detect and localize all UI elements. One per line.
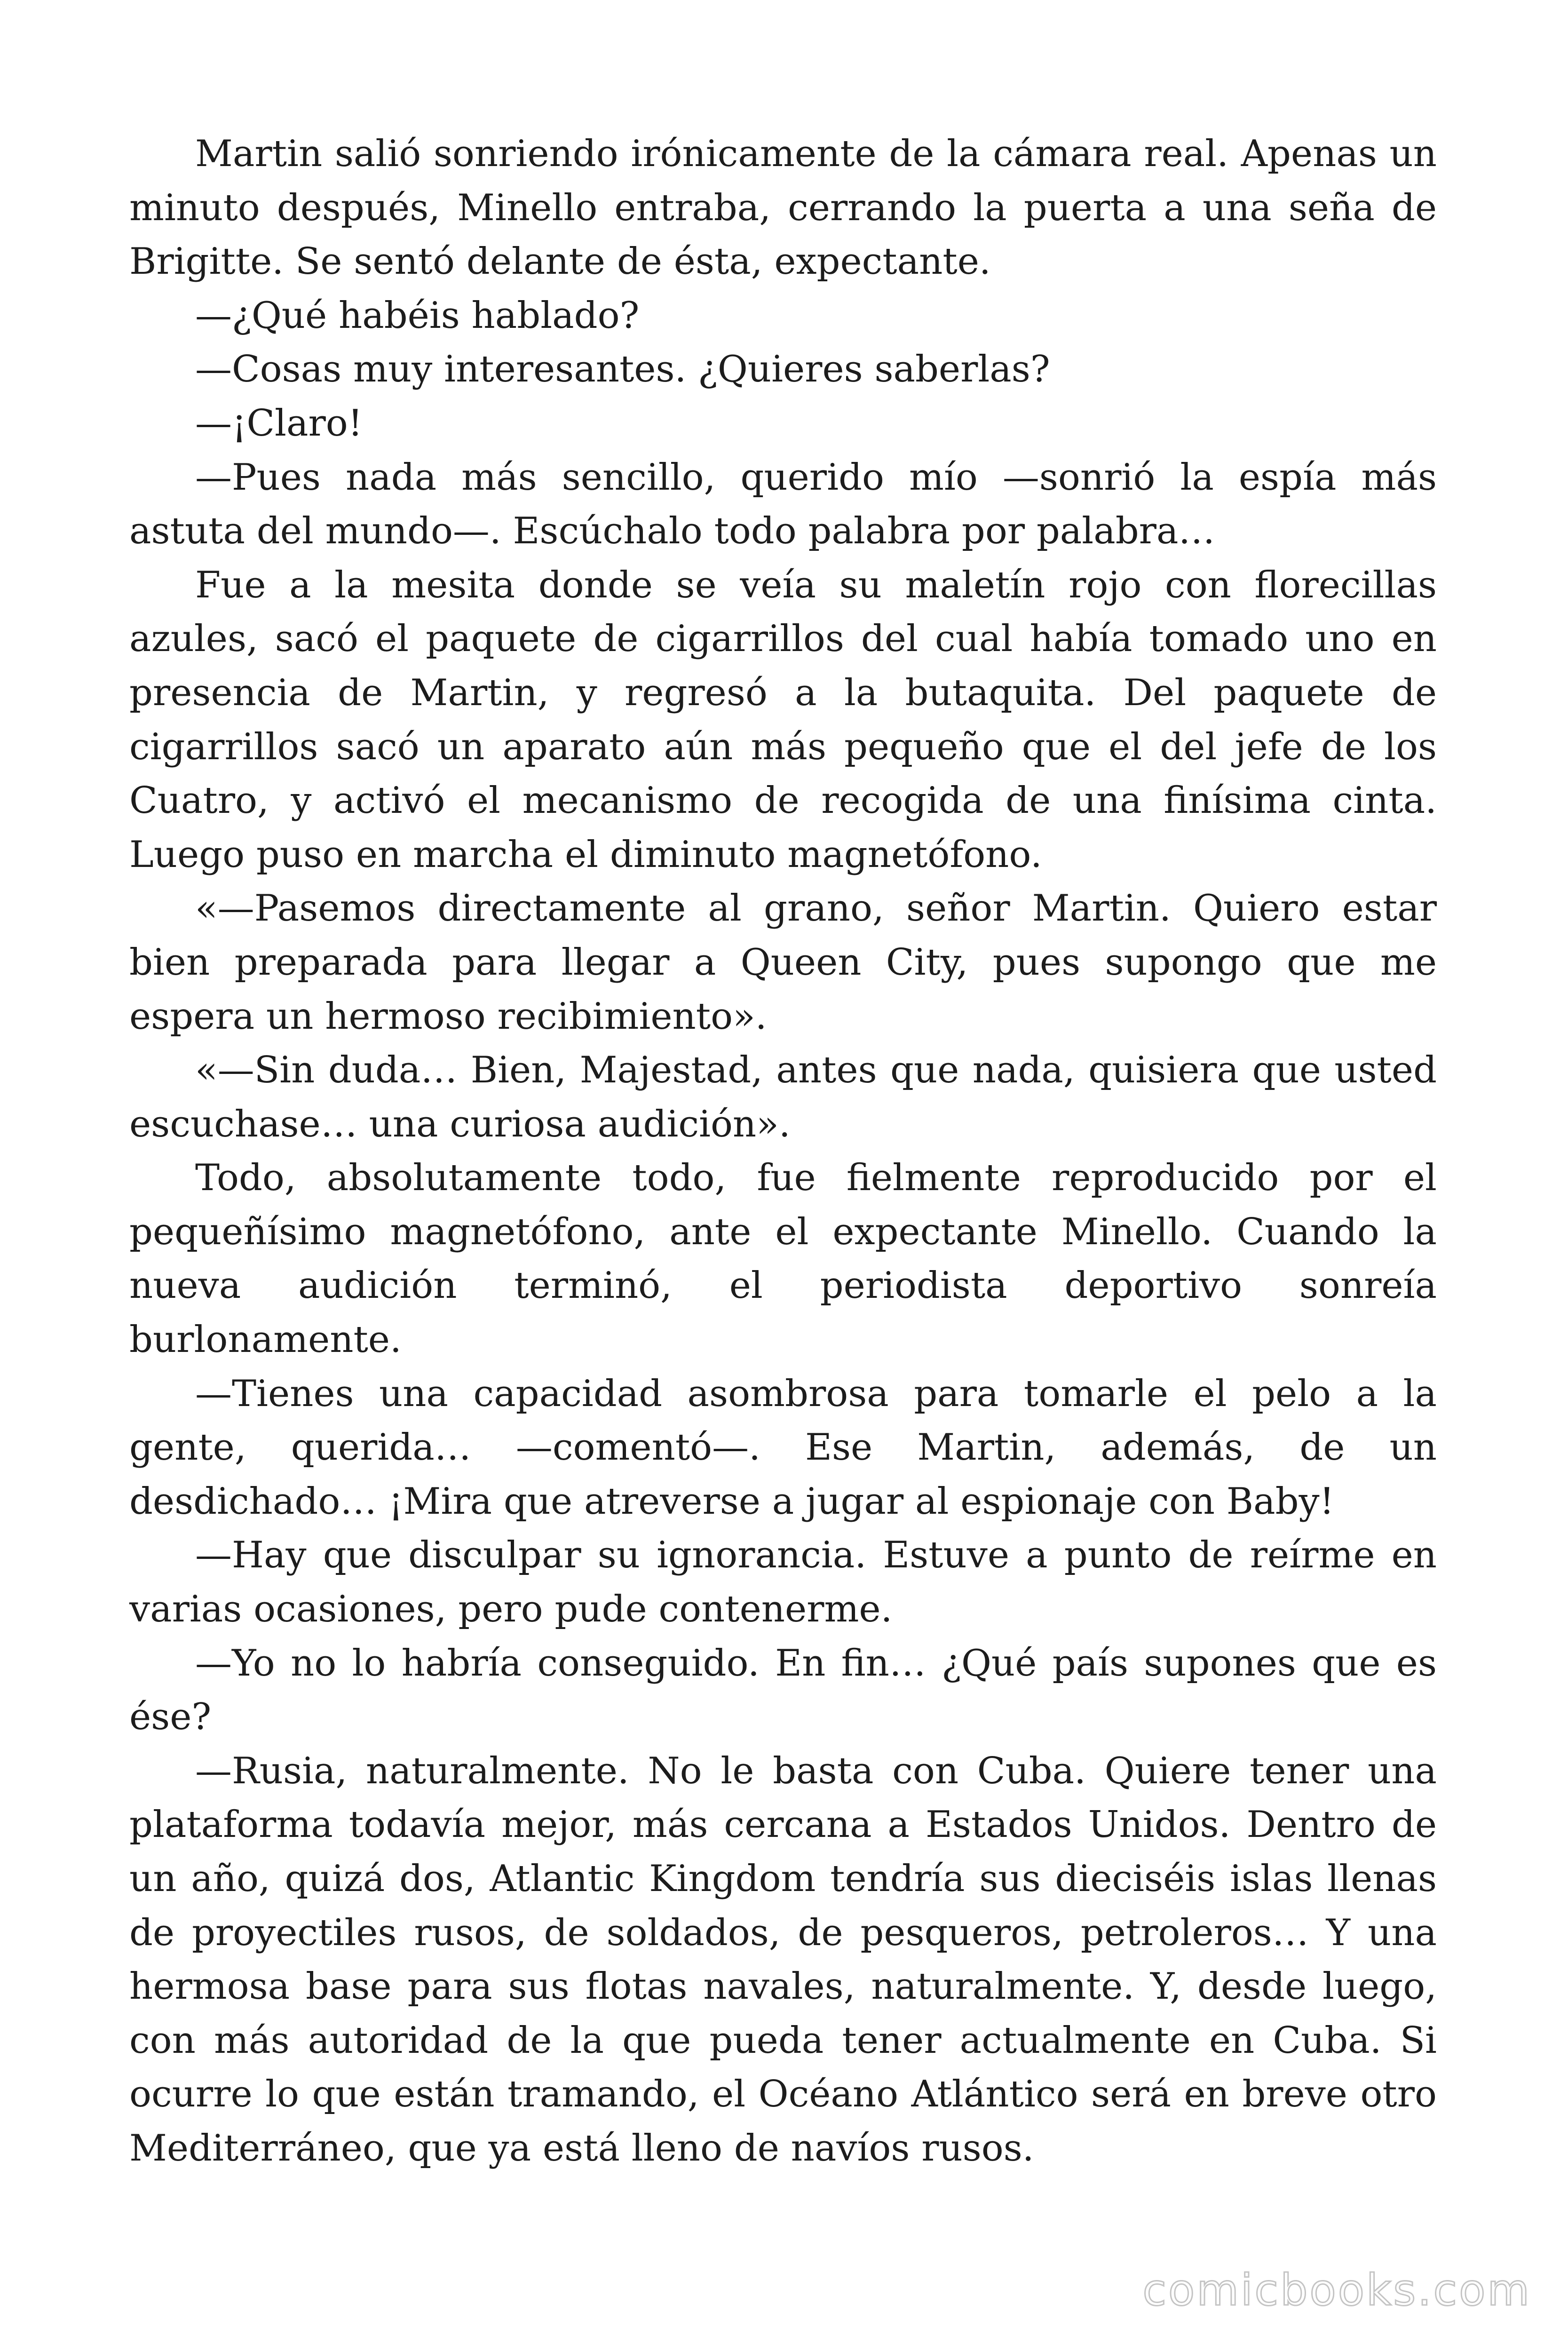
paragraph-5: —Pues nada más sencillo, querido mío —sonrió la espía más astuta del mundo—. Escúchalo todo palabra por palabra…: [129, 456, 1437, 553]
paragraph-3: —Cosas muy interesantes. ¿Quieres saberlas?: [195, 348, 1050, 391]
paragraph-2: —¿Qué habéis hablado?: [195, 294, 640, 337]
paragraph-13: —Rusia, naturalmente. No le basta con Cuba. Quiere tener una plataforma todavía mejor, más cercana a Estados Unidos. Dentro de un año, quizá dos, Atlantic Kingdom tendría sus dieciséis islas llenas de proyectiles rusos, de soldados, de pesqueros, petroleros… Y una hermosa base para sus flotas navales, naturalmente. Y, desde luego, con más autoridad de la que pueda tener actualmente en Cuba. Si ocurre lo que están tramando, el Océano Atlántico será en breve otro Mediterráneo, que ya está lleno de navíos rusos.: [129, 1749, 1437, 2169]
page-text-block: [129, 127, 1437, 2176]
paragraph-4: —¡Claro!: [195, 402, 363, 445]
paragraph-9: Todo, absolutamente todo, fue fielmente reproducido por el pequeñísimo magnetófono, ante el expectante Minello. Cuando la nueva audición terminó, el periodista deportivo sonreía burlonamente.: [129, 1157, 1437, 1361]
paragraph-11: —Hay que disculpar su ignorancia. Estuve a punto de reírme en varias ocasiones, pero pude contenerme.: [129, 1534, 1437, 1631]
paragraph-12: —Yo no lo habría conseguido. En fin… ¿Qué país supones que es ése?: [129, 1642, 1437, 1739]
paragraph-10: —Tienes una capacidad asombrosa para tomarle el pelo a la gente, querida… —comentó—. Ese Martin, además, de un desdichado… ¡Mira que atreverse a jugar al espionaje con Baby!: [129, 1372, 1437, 1523]
watermark: comicbooks.com: [1142, 2265, 1531, 2315]
paragraph-7: «—Pasemos directamente al grano, señor Martin. Quiero estar bien preparada para llegar a Queen City, pues supongo que me espera un hermoso recibimiento».: [129, 887, 1437, 1038]
paragraph-6: Fue a la mesita donde se veía su maletín rojo con florecillas azules, sacó el paquete de cigarrillos del cual había tomado uno en presencia de Martin, y regresó a la butaquita. Del paquete de cigarrillos sacó un aparato aún más pequeño que el del jefe de los Cuatro, y activó el mecanismo de recogida de una finísima cinta. Luego puso en marcha el diminuto magnetófono.: [129, 564, 1437, 876]
paragraph-8: «—Sin duda… Bien, Majestad, antes que nada, quisiera que usted escuchase… una curiosa audición».: [129, 1049, 1437, 1145]
paragraph-1: Martin salió sonriendo irónicamente de la cámara real. Apenas un minuto después, Minello entraba, cerrando la puerta a una seña de Brigitte. Se sentó delante de ésta, expectante.: [129, 133, 1437, 283]
